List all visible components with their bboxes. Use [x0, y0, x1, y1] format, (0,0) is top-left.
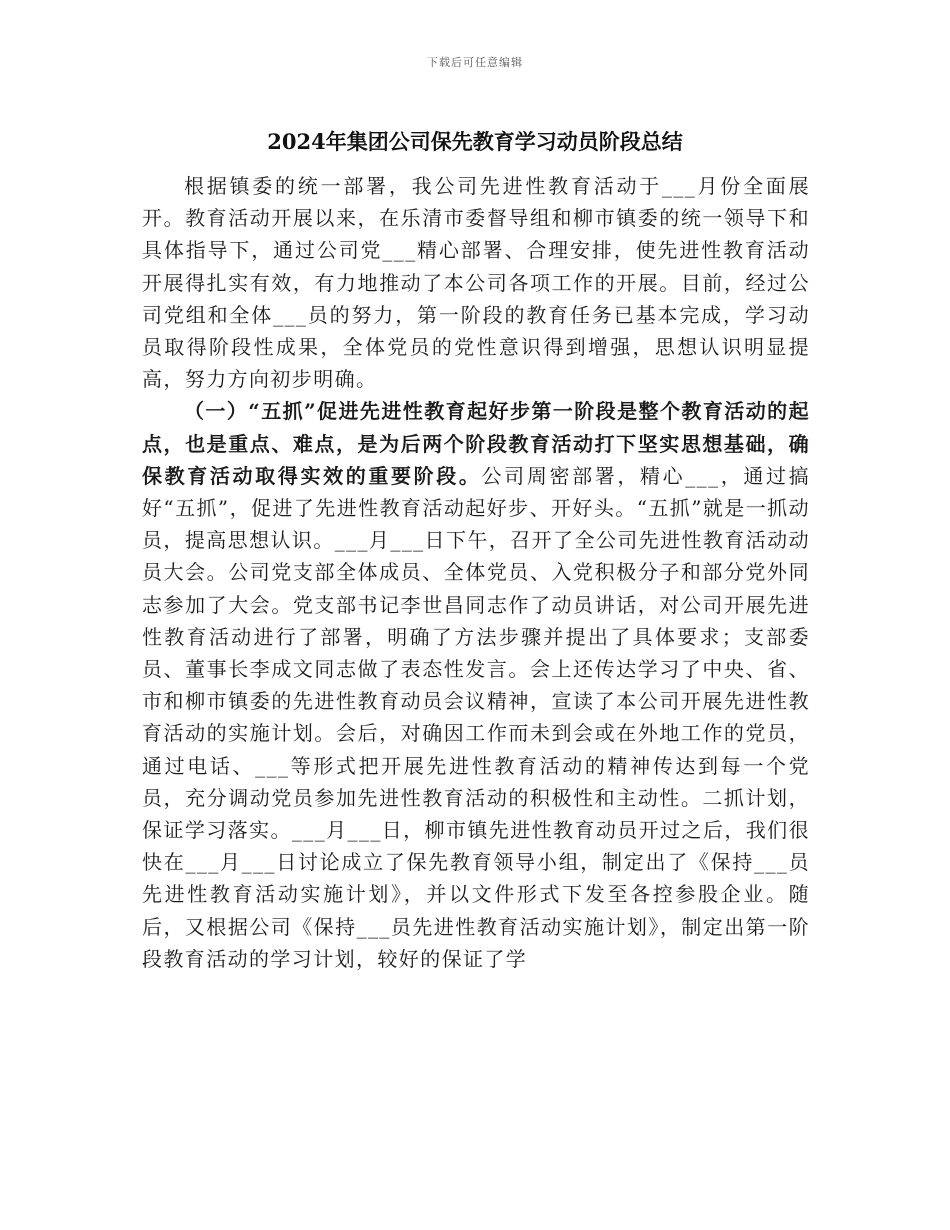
document-title: 2024年集团公司保先教育学习动员阶段总结 — [267, 129, 683, 154]
paragraph-intro — [142, 170, 810, 395]
section-one-heading: （一）“五抓”促进先进性教育起好步第一阶段是整个教育活动的起点，也是重点、难点，是为后两个阶段教育活动打下坚实思想基础，确保教育活动取得实效的重要阶段。 — [142, 399, 810, 488]
document-body — [142, 170, 810, 975]
section-one-text: 公司周密部署，精心___，通过搞好“五抓”，促进了先进性教育活动起好步、开好头。“五抓”就是一抓动员，提高思想认识。___月___日下午，召开了全公司先进性教育活动动员大会。公司党支部全体成员、全体党员、入党积极分子和部分党外同志参加了大会。党支部书记李世昌同志作了动员讲话，对公司开展先进性教育活动进行了部署，明确了方法步骤并提出了具体要求；支部委员、董事长李成文同志做了表态性发言。会上还传达学习了中央、省、市和柳市镇委的先进性教育动员会议精神，宣读了本公司开展先进性教育活动的实施计划。会后，对确因工作而未到会或在外地工作的党员，通过电话、___等形式把开展先进性教育活动的精神传达到每一个党员，充分调动党员参加先进性教育活动的积极性和主动性。二抓计划，保证学习落实。___月___日，柳市镇先进性教育动员开过之后，我们很快在___月___日讨论成立了保先教育领导小组，制定出了《保持___员先进性教育活动实施计划》，并以文件形式下发至各控参股企业。随后，又根据公司《保持___员先进性教育活动实施计划》，制定出第一阶段教育活动的学习计划，较好的保证了学 — [142, 463, 811, 971]
header-note: 下载后可任意编辑 — [427, 56, 523, 69]
paragraph-intro-text: 根据镇委的统一部署，我公司先进性教育活动于___月份全面展开。教育活动开展以来，在乐清市委督导组和柳市镇委的统一领导下和具体指导下，通过公司党___精心部署、合理安排，使先进性教育活动开展得扎实有效，有力地推动了本公司各项工作的开展。目前，经过公司党组和全体___员的努力，第一阶段的教育任务已基本完成，学习动员取得阶段性成果，全体党员的党性意识得到增强，思想认识明显提高，努力方向初步明确。 — [142, 174, 810, 392]
paragraph-section-one — [142, 395, 810, 975]
